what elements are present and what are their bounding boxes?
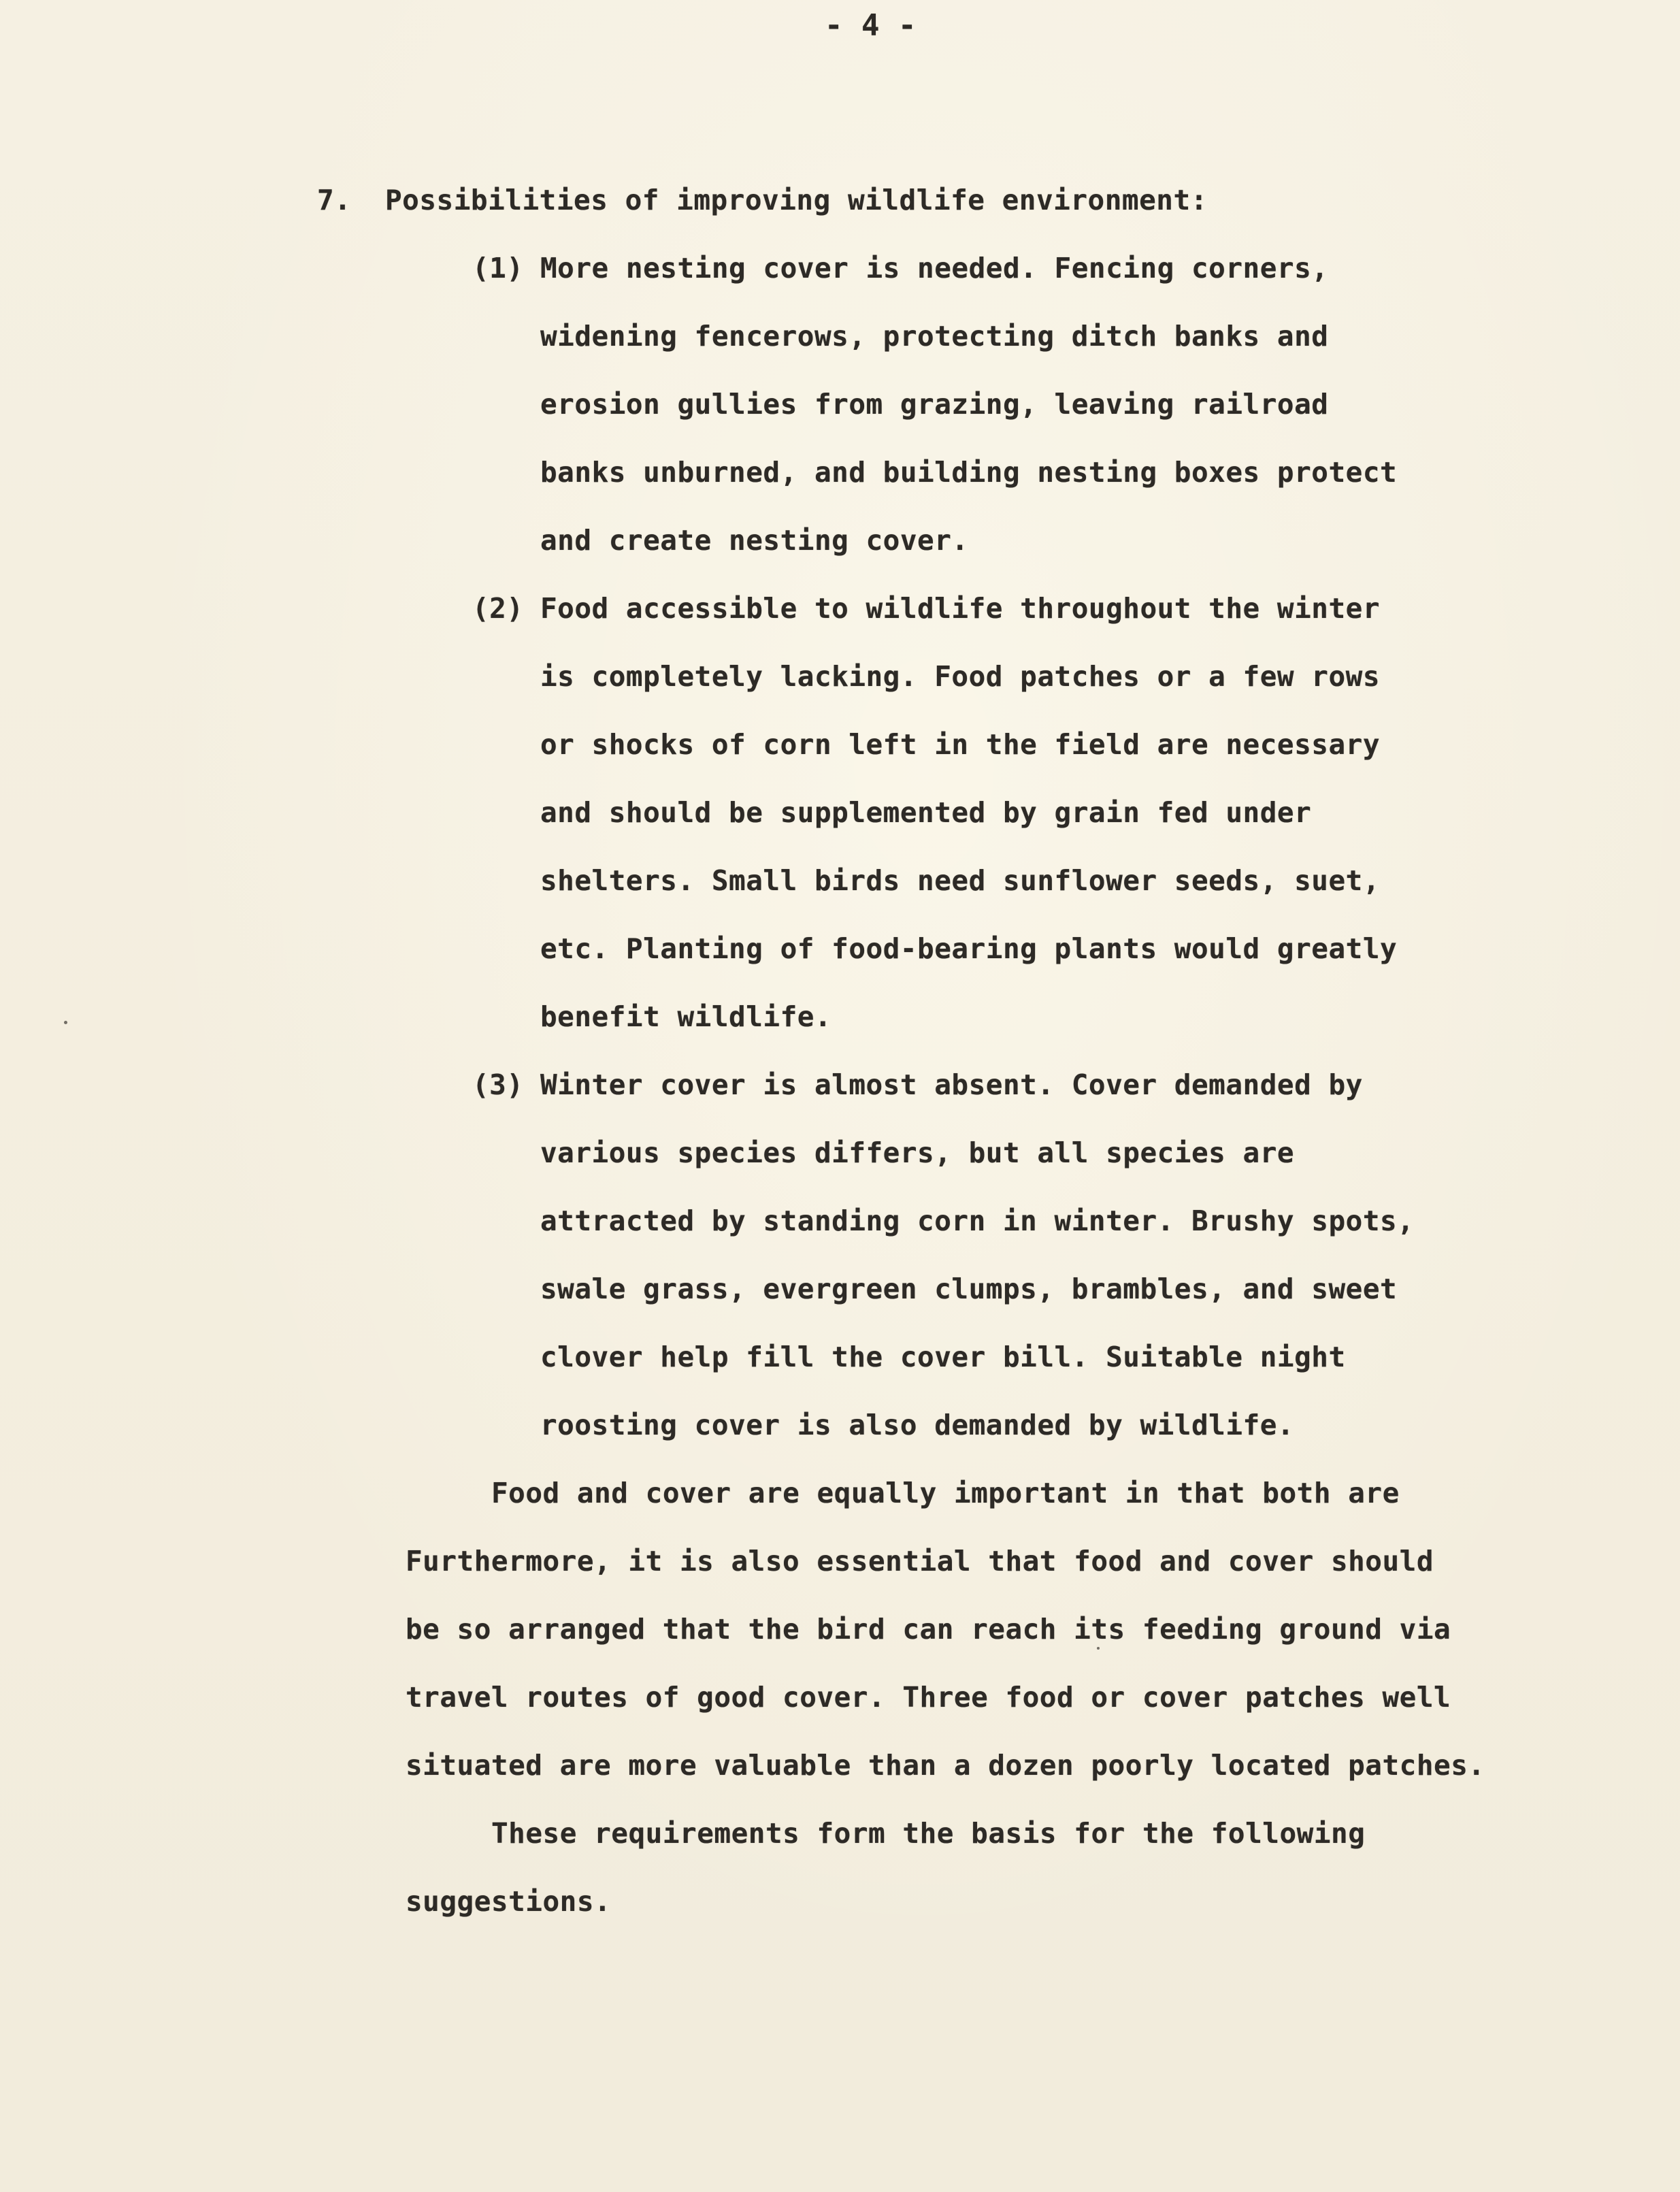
item-line: roosting cover is also demanded by wildlife. [540, 1409, 1295, 1441]
ink-speck [1097, 1647, 1100, 1650]
item-line: clover help fill the cover bill. Suitable night [540, 1341, 1346, 1373]
item-line: and create nesting cover. [540, 524, 969, 557]
item-line: various species differs, but all species are [540, 1136, 1295, 1169]
item-number: (1) [472, 252, 524, 284]
item-line: widening fencerows, protecting ditch banks and [540, 320, 1329, 353]
section-number: 7. [317, 184, 352, 216]
item-line: Food accessible to wildlife throughout the winter [540, 592, 1381, 625]
item-line: shelters. Small birds need sunflower seeds, suet, [540, 864, 1381, 897]
paragraph-line: situated are more valuable than a dozen poorly located patches. [406, 1749, 1485, 1782]
item-number: (3) [472, 1068, 524, 1101]
paragraph-line: These requirements form the basis for the following [491, 1817, 1366, 1850]
item-line: More nesting cover is needed. Fencing corners, [540, 252, 1329, 284]
paragraph-line: Food and cover are equally important in that both are [491, 1477, 1400, 1509]
item-line: benefit wildlife. [540, 1000, 832, 1033]
item-line: banks unburned, and building nesting boxes protect [540, 456, 1398, 489]
paragraph-line: Furthermore, it is also essential that food and cover should [406, 1545, 1434, 1577]
item-line: etc. Planting of food-bearing plants would greatly [540, 932, 1398, 965]
ink-speck [64, 1021, 67, 1024]
item-line: erosion gullies from grazing, leaving railroad [540, 388, 1329, 421]
paragraph-line: travel routes of good cover. Three food or cover patches well [406, 1681, 1451, 1714]
item-line: or shocks of corn left in the field are necessary [540, 728, 1381, 761]
item-number: (2) [472, 592, 524, 625]
item-line: Winter cover is almost absent. Cover demanded by [540, 1068, 1363, 1101]
item-line: and should be supplemented by grain fed under [540, 796, 1312, 829]
item-line: swale grass, evergreen clumps, brambles, and sweet [540, 1273, 1398, 1305]
paragraph-line: suggestions. [406, 1885, 612, 1918]
paragraph-line: be so arranged that the bird can reach its feeding ground via [406, 1613, 1451, 1646]
item-line: attracted by standing corn in winter. Brushy spots, [540, 1205, 1415, 1237]
section-heading: Possibilities of improving wildlife environment: [385, 184, 1208, 216]
page-number: - 4 - [825, 8, 917, 43]
item-line: is completely lacking. Food patches or a few rows [540, 660, 1381, 693]
